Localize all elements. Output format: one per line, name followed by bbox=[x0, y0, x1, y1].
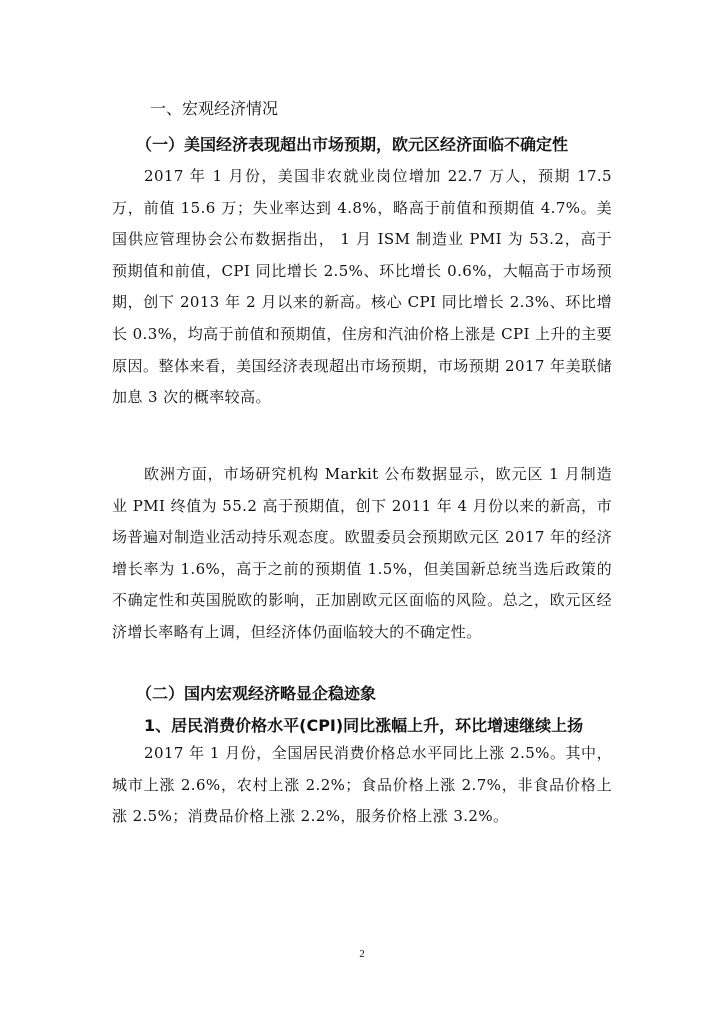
subsection-heading-us-eurozone: （一）美国经济表现超出市场预期，欧元区经济面临不确定性 bbox=[136, 135, 569, 154]
section-heading: 一、宏观经济情况 bbox=[150, 99, 279, 118]
paragraph-eurozone-economy: 欧洲方面，市场研究机构 Markit 公布数据显示，欧元区 1 月制造业 PMI 终值为 55.2 高于预期值，创下 2011 年 4 月份以来的新高，市场普遍对制造业活动持乐观态度。欧盟委员会预期欧元区 2017 年的经济增长率为 1.6%，高于之前的预期值 1.5%，但美国新总统当选后政策的不确定性和英国脱欧的影响，正加剧欧元区面临的风险。总之，欧元区经济增长率略有上调，但经济体仍面临较大的不确定性。 bbox=[112, 465, 612, 641]
page-number: 2 bbox=[359, 948, 365, 960]
item-heading-cpi: 1、居民消费价格水平(CPI)同比涨幅上升，环比增速继续上扬 bbox=[144, 716, 584, 735]
subsection-heading-domestic: （二）国内宏观经济略显企稳迹象 bbox=[136, 684, 377, 703]
paragraph-cpi: 2017 年 1 月份，全国居民消费价格总水平同比上涨 2.5%。其中，城市上涨 2.6%，农村上涨 2.2%；食品价格上涨 2.7%，非食品价格上涨 2.5%；消费品价格上涨 2.2%，服务价格上涨 3.2%。 bbox=[112, 744, 612, 826]
paragraph-us-economy: 2017 年 1 月份，美国非农就业岗位增加 22.7 万人，预期 17.5 万，前值 15.6 万；失业率达到 4.8%，略高于前值和预期值 4.7%。美国供应管理协会公布数据指出， 1 月 ISM 制造业 PMI 为 53.2，高于预期值和前值，CPI 同比增长 2.5%、环比增长 0.6%，大幅高于市场预期，创下 2013 年 2 月以来的新高。核心 CPI 同比增长 2.3%、环比增长 0.3%，均高于前值和预期值，住房和汽油价格上涨是 CPI 上升的主要原因。整体来看，美国经济表现超出市场预期，市场预期 2017 年美联储加息 3 次的概率较高。 bbox=[112, 167, 612, 407]
